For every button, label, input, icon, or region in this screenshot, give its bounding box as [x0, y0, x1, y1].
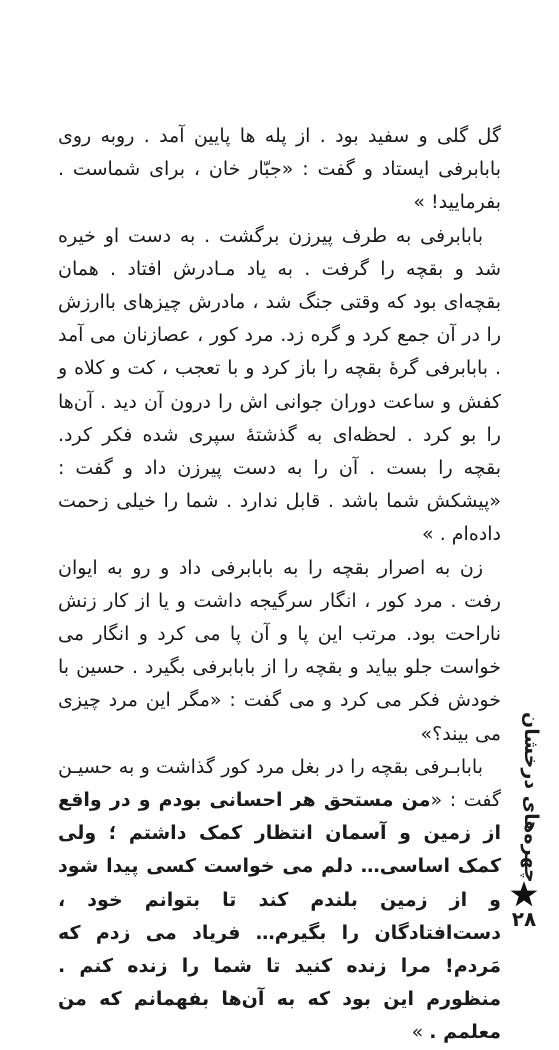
paragraph-4 [58, 751, 501, 1050]
sidebar [504, 700, 544, 950]
book-title: چهره‌های درخشان [520, 712, 542, 883]
page-number: ۲۸ [511, 907, 537, 931]
paragraph-1: گل گلی و سفید بود . از پله ها پایین آمد . روبه روی بابابرفی ایستاد و گفت : «جبّار خان ، برای شماست . بفرمایید! » [58, 125, 501, 214]
star-icon [510, 880, 538, 908]
paragraph-4-close: » [411, 1021, 430, 1044]
body-text [58, 120, 501, 1050]
paragraph-3: زن به اصرار بقچه را به بابابرفی داد و رو به ایوان رفت . مرد کور ، انگار سرگیجه داشت و یا از کار زنش ناراحت بود. مرتب این پا و آن پا می کرد و انگار می خواست جلو بیاید و بقچه را از بابابرفی بگیرد . حسین با خودش فکر می کرد و می گفت : «مگر این مرد چیزی می بیند؟» [58, 556, 501, 745]
paragraph-4-intro: بابابـرفی بقچه را در بغل مرد کور گذاشت و به حسیـن گفت : « [58, 755, 502, 812]
paragraph-2: بابابرفی به طرف پیرزن برگشت . به دست او خیره شد و بقچه را گرفت . به یاد مـادرش افتاد . همان بقچه‌ای بود که وقتی جنگ شد ، مادرش چیزهای باارزش را در آن جمع کرد و گره زد. مرد کور ، عصازنان می آمد . بابابرفی گرهٔ بقچه را باز کرد و با تعجب ، کت و کلاه و کفش و ساعت دوران جوانی اش را درون آن دید . آن‌ها را بو کرد . لحظه‌ای به گذشتهٔ سپری شده فکر کرد. بقچه را بست . آن را به دست پیرزن داد و گفت : «پیشکش شما باشد . قابل ندارد . شما را خیلی زحمت داده‌ام . » [58, 224, 501, 546]
paragraph-4-quote: من مستحق هر احسانی بودم و در واقع از زمین و آسمان انتظار کمک داشتم ؛ ولی کمک اساسی… دلم می خواست کسی پیدا شود و از زمین بلندم کند تا بتوانم خود ، دست‌افتادگان را بگیرم… فریاد می زدم که مَردم! مرا زنده کنید تا شما را زنده کنم . منظورم این بود که به آن‌ها بفهمانم که من معلمم . [58, 789, 501, 1044]
